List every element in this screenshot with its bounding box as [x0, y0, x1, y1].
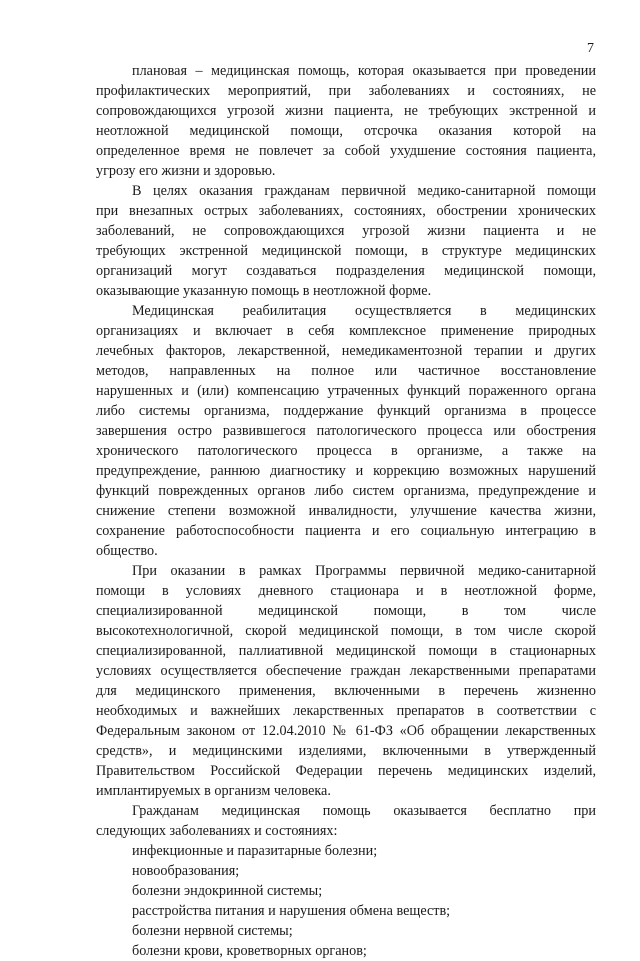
list-item: инфекционные и паразитарные болезни;	[132, 843, 378, 859]
text-line: требующих экстренной медицинской помощи, в структуре медицинских	[96, 243, 596, 259]
list-item: болезни крови, кроветворных органов;	[132, 943, 367, 959]
text-line: профилактических мероприятий, при заболеваниях и состояниях, не	[96, 83, 596, 99]
paragraph-planned-care	[96, 61, 596, 181]
text-line: для медицинского применения, включенными в перечень жизненно	[96, 683, 596, 699]
text-line: Правительством Российской Федерации перечень медицинских изделий,	[96, 763, 596, 779]
text-line: оказывающие указанную помощь в неотложной форме.	[96, 283, 432, 299]
text-line: снижение степени возможной инвалидности, улучшение качества жизни,	[96, 503, 596, 519]
text-line: В целях оказания гражданам первичной медико-санитарной помощи	[132, 183, 596, 199]
conditions-list	[96, 841, 596, 961]
document-body	[96, 61, 596, 961]
list-item: расстройства питания и нарушения обмена веществ;	[132, 903, 451, 919]
list-item: новообразования;	[132, 863, 240, 879]
paragraph-drug-provision	[96, 561, 596, 801]
text-line: следующих заболеваниях и состояниях:	[96, 823, 338, 839]
text-line: определенное время не повлечет за собой ухудшение состояния пациента,	[96, 143, 596, 159]
text-line: нарушенных и (или) компенсацию утраченных функций пораженного органа	[96, 383, 596, 399]
text-line: угрозу его жизни и здоровью.	[96, 163, 276, 179]
text-line: помощи в условиях дневного стационара и в неотложной форме,	[96, 583, 596, 599]
list-item: болезни нервной системы;	[132, 923, 293, 939]
text-line: организациях и включает в себя комплексное применение природных	[96, 323, 596, 339]
text-line: условиях осуществляется обеспечение граждан лекарственными препаратами	[96, 663, 596, 679]
list-item: болезни эндокринной системы;	[132, 883, 323, 899]
text-line: лечебных факторов, лекарственной, немедикаментозной терапии и других	[96, 343, 596, 359]
text-line: либо системы организма, поддержание функций организма в процессе	[96, 403, 596, 419]
text-line: плановая – медицинская помощь, которая оказывается при проведении	[132, 63, 596, 79]
page-number: 7	[587, 41, 594, 56]
text-line: Гражданам медицинская помощь оказывается бесплатно при	[132, 803, 596, 819]
text-line: хронического патологического процесса в организме, а также на	[96, 443, 596, 459]
text-line: сопровождающихся угрозой жизни пациента, не требующих экстренной и	[96, 103, 596, 119]
text-line: при внезапных острых заболеваниях, состояниях, обострении хронических	[96, 203, 596, 219]
text-line: средств», и медицинскими изделиями, включенными в утвержденный	[96, 743, 596, 759]
text-line: При оказании в рамках Программы первичной медико-санитарной	[132, 563, 596, 579]
text-line: специализированной, паллиативной медицинской помощи в стационарных	[96, 643, 596, 659]
text-line: Медицинская реабилитация осуществляется в медицинских	[132, 303, 596, 319]
text-line: неотложной медицинской помощи, отсрочка оказания которой на	[96, 123, 596, 139]
text-line: методов, направленных на полное или частичное восстановление	[96, 363, 596, 379]
text-line: сохранение работоспособности пациента и его социальную интеграцию в	[96, 523, 596, 539]
text-line: необходимых и важнейших лекарственных препаратов в соответствии с	[96, 703, 596, 719]
paragraph-urgent-care-units	[96, 181, 596, 301]
paragraph-free-care-intro	[96, 801, 596, 841]
text-line: завершения остро развившегося патологического процесса или обострения	[96, 423, 596, 439]
text-line: заболеваний, не сопровождающихся угрозой жизни пациента и не	[96, 223, 596, 239]
text-line: организаций могут создаваться подразделения медицинской помощи,	[96, 263, 596, 279]
text-line: функций поврежденных органов либо систем организма, предупреждение и	[96, 483, 596, 499]
text-line: имплантируемых в организм человека.	[96, 783, 331, 799]
text-line: высокотехнологичной, скорой медицинской помощи, в том числе скорой	[96, 623, 596, 639]
text-line: Федеральным законом от 12.04.2010 № 61-ФЗ «Об обращении лекарственных	[96, 723, 596, 739]
text-line: предупреждение, раннюю диагностику и коррекцию возможных нарушений	[96, 463, 596, 479]
text-line: общество.	[96, 543, 158, 559]
paragraph-rehabilitation	[96, 301, 596, 561]
text-line: специализированной медицинской помощи, в том числе	[96, 603, 596, 619]
